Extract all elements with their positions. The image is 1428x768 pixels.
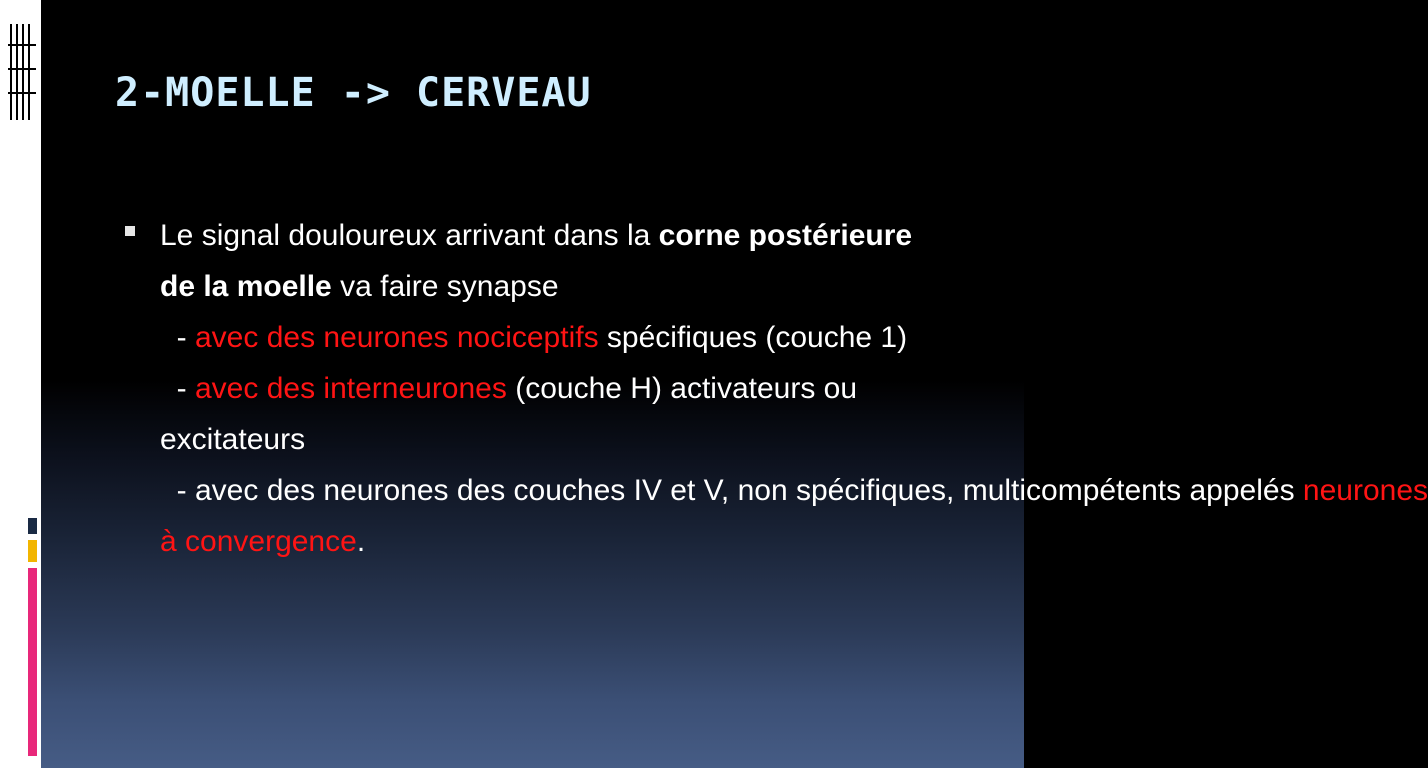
line1-prefix: - (160, 321, 195, 354)
accent-bar-gold (28, 540, 37, 562)
line2-rest: (couche H) activateurs ou excitateurs (160, 372, 858, 456)
line1-rest: spécifiques (couche 1) (598, 321, 908, 354)
page-title: 2-MOELLE -> CERVEAU (115, 70, 592, 116)
line1-highlight: avec des neurones nociceptifs (195, 321, 599, 354)
line2-prefix: - (160, 372, 195, 405)
line2-highlight: avec des interneurones (195, 372, 507, 405)
intro-bold-text: corne postérieure de la moelle (160, 219, 913, 303)
line3-highlight: neurones à convergence (160, 474, 1428, 558)
accent-bar-pink (28, 568, 37, 756)
line3-end: . (356, 525, 366, 558)
bullet-text (160, 210, 1428, 567)
stripes-icon (8, 24, 36, 120)
bullet-list (125, 210, 1428, 567)
square-bullet-icon (125, 226, 135, 236)
intro-text: Le signal douloureux arrivant dans la (160, 219, 659, 252)
intro-end-text: va faire synapse (331, 270, 559, 303)
line3-text: - avec des neurones des couches IV et V, non spécifiques, multicompétents appelés (160, 474, 1303, 507)
sidebar-decoration (0, 0, 41, 768)
accent-bar-navy (28, 518, 37, 534)
